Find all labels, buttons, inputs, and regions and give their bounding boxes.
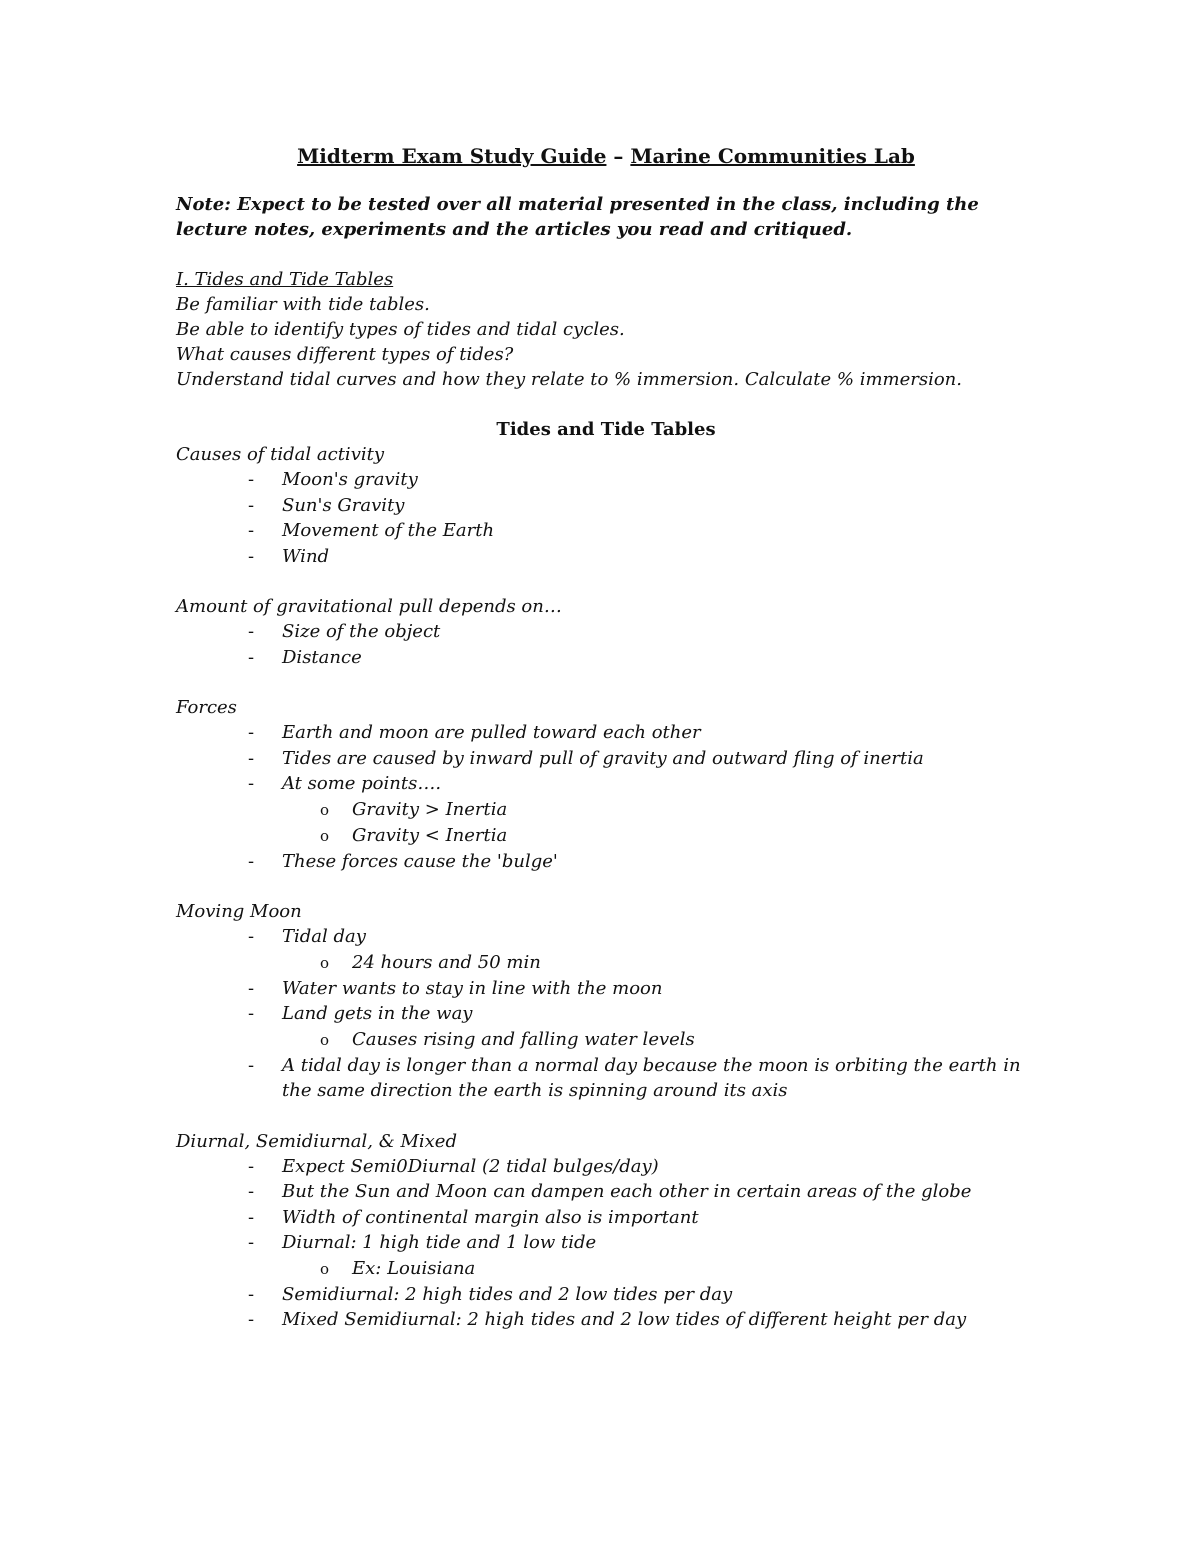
dash-marker: - [248, 646, 255, 668]
dash-marker: - [248, 977, 255, 999]
dash-marker: - [248, 494, 255, 516]
document-page [176, 140, 1036, 1333]
dash-marker: - [248, 1309, 255, 1330]
bullet-item [176, 645, 1036, 671]
dash-marker: - [248, 773, 255, 794]
spacer [176, 874, 1036, 899]
bullet-item [176, 924, 1036, 950]
bullet-item [176, 1205, 1036, 1231]
bullet-text: Expect Semi0Diurnal (2 tidal bulges/day) [282, 1155, 659, 1177]
dash-marker: - [248, 1283, 255, 1305]
sub-bullet-item [176, 950, 1036, 976]
objective-line: Be familiar with tide tables. [176, 294, 430, 315]
group-moving-moon [176, 899, 1036, 1104]
dash-marker: - [248, 850, 255, 872]
group-diurnal [176, 1129, 1036, 1333]
bullet-item [176, 619, 1036, 645]
bullet-item [176, 976, 1036, 1002]
sub-bullet-text: Ex: Louisiana [352, 1257, 476, 1279]
bullet-item [176, 1001, 1036, 1027]
bullet-item [176, 1053, 1036, 1104]
bullet-item [176, 493, 1036, 519]
bullet-text: Size of the object [282, 621, 441, 642]
group-heading: Causes of tidal activity [176, 444, 385, 465]
dash-marker: - [248, 1003, 255, 1024]
sub-bullet-item [176, 1256, 1036, 1282]
dash-marker: - [248, 1181, 255, 1202]
title-dash: – [606, 144, 631, 168]
bullet-item [176, 1154, 1036, 1180]
bullet-item [176, 544, 1036, 570]
sub-bullet-item [176, 797, 1036, 823]
spacer [176, 1104, 1036, 1129]
sub-bullet-text: Gravity > Inertia [352, 798, 508, 820]
bullet-text: A tidal day is longer than a normal day because the moon is orbiting the earth in the same direction the earth is spinning around its axis [282, 1054, 1021, 1101]
bullet-text: Tidal day [282, 926, 366, 947]
bullet-text: Water wants to stay in line with the moon [282, 977, 663, 999]
group-amount [176, 594, 1036, 670]
document-title [176, 140, 1036, 172]
dash-marker: - [248, 926, 255, 947]
spacer [176, 670, 1036, 695]
bullet-item [176, 746, 1036, 772]
dash-marker: - [248, 747, 255, 769]
circle-marker: o [320, 1259, 330, 1278]
bullet-text: Width of continental margin also is important [282, 1206, 699, 1228]
bullet-text: Semidiurnal: 2 high tides and 2 low tides per day [282, 1283, 733, 1305]
circle-marker: o [320, 800, 330, 819]
sub-bullet-item [176, 823, 1036, 849]
circle-marker: o [320, 826, 330, 845]
bullet-item [176, 518, 1036, 544]
bullet-text: Diurnal: 1 high tide and 1 low tide [282, 1232, 597, 1253]
sub-bullet-text: 24 hours and 50 min [352, 951, 541, 973]
title-part-2: Marine Communities Lab [630, 144, 915, 168]
bullet-text: Distance [282, 646, 362, 668]
dash-marker: - [248, 621, 255, 642]
bullet-text: Mixed Semidiurnal: 2 high tides and 2 low tides of different height per day [282, 1309, 967, 1330]
section-heading: I. Tides and Tide Tables [176, 269, 394, 290]
bullet-text: Moon's gravity [282, 469, 418, 490]
section-tides-objectives [176, 267, 1036, 392]
sub-bullet-text: Gravity < Inertia [352, 824, 508, 846]
objective-line: Be able to identify types of tides and tidal cycles. [176, 319, 625, 340]
title-part-1: Midterm Exam Study Guide [297, 144, 607, 168]
bullet-text: These forces cause the 'bulge' [282, 850, 558, 872]
bullet-item [176, 849, 1036, 875]
group-forces [176, 695, 1036, 874]
dash-marker: - [248, 722, 255, 743]
exam-note: Note: Expect to be tested over all material presented in the class, including the lecture notes, experiments and the articles you read and critiqued. [176, 194, 979, 240]
group-heading: Diurnal, Semidiurnal, & Mixed [176, 1130, 457, 1152]
sub-bullet-item [176, 1027, 1036, 1053]
bullet-item [176, 1179, 1036, 1205]
bullet-item [176, 771, 1036, 797]
dash-marker: - [248, 545, 255, 567]
bullet-item [176, 1307, 1036, 1333]
group-causes [176, 442, 1036, 569]
bullet-item [176, 1282, 1036, 1308]
objective-line: What causes different types of tides? [176, 344, 514, 365]
bullet-item [176, 720, 1036, 746]
group-heading: Moving Moon [176, 901, 302, 922]
dash-marker: - [248, 520, 255, 541]
bullet-item [176, 467, 1036, 493]
bullet-text: Sun's Gravity [282, 494, 405, 516]
group-heading: Amount of gravitational pull depends on… [176, 596, 562, 617]
dash-marker: - [248, 1155, 255, 1177]
dash-marker: - [248, 1054, 255, 1076]
objective-line: Understand tidal curves and how they relate to % immersion. Calculate % immersion. [176, 369, 962, 390]
spacer [176, 569, 1036, 594]
circle-marker: o [320, 953, 330, 972]
bullet-item [176, 1230, 1036, 1256]
bullet-text: Tides are caused by inward pull of gravity and outward fling of inertia [282, 747, 924, 769]
bullet-text: Land gets in the way [282, 1003, 473, 1024]
bullet-text: Wind [282, 545, 330, 567]
dash-marker: - [248, 469, 255, 490]
dash-marker: - [248, 1232, 255, 1253]
dash-marker: - [248, 1206, 255, 1228]
bullet-text: Earth and moon are pulled toward each other [282, 722, 701, 743]
sub-bullet-text: Causes rising and falling water levels [352, 1028, 695, 1050]
bullet-text: But the Sun and Moon can dampen each other in certain areas of the globe [282, 1181, 972, 1202]
group-heading: Forces [176, 697, 237, 718]
circle-marker: o [320, 1030, 330, 1049]
bullet-text: Movement of the Earth [282, 520, 495, 541]
notes-subtitle: Tides and Tide Tables [496, 419, 716, 440]
bullet-text: At some points…. [282, 773, 442, 794]
